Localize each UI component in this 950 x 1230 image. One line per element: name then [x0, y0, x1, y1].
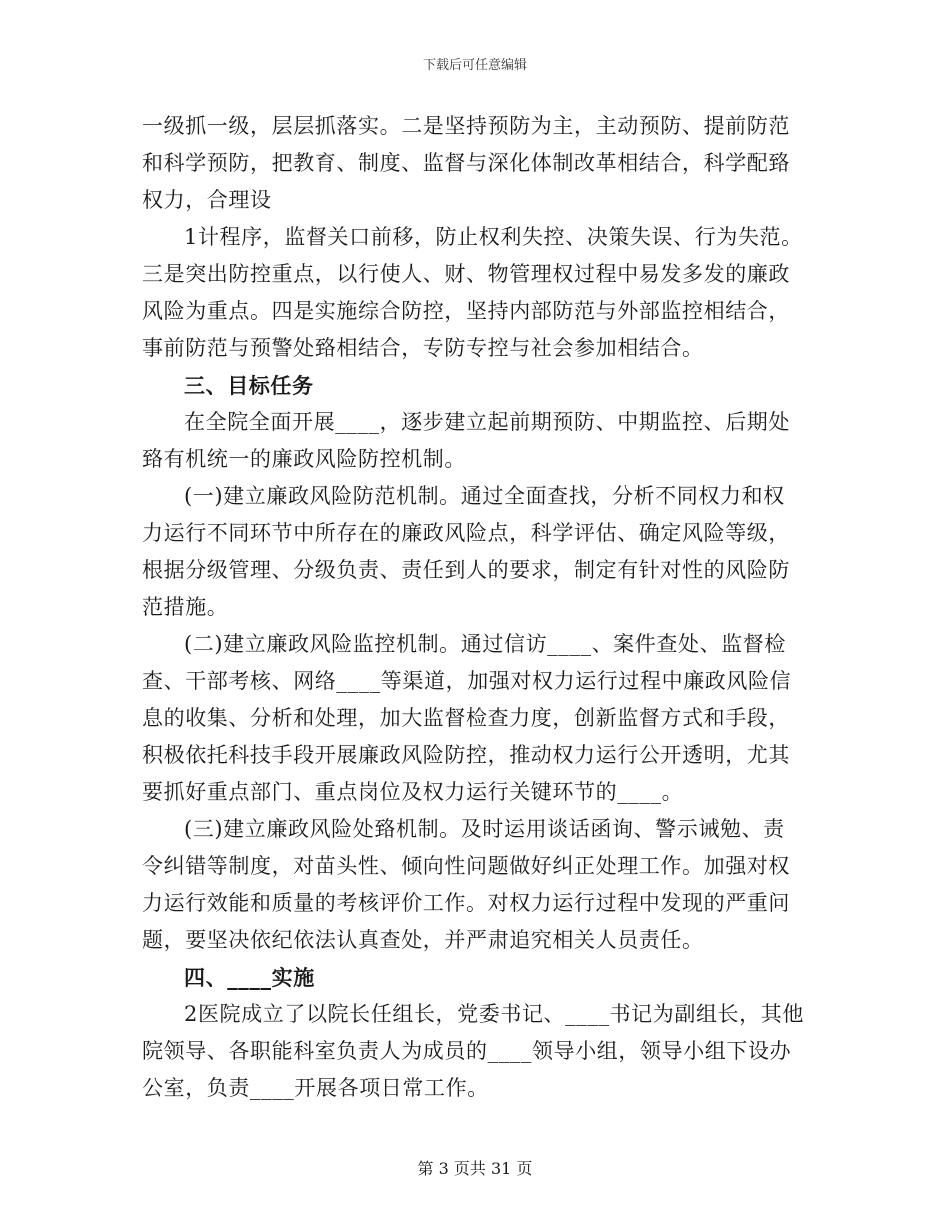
text-line: 公室，负责____开展各项日常工作。 [142, 1076, 489, 1100]
text-line: 根据分级管理、分级负责、责任到人的要求，制定有针对性的风险防 [142, 558, 790, 582]
text-line: 院领导、各职能科室负责人为成员的____领导小组，领导小组下设办 [142, 1039, 792, 1063]
text-line: 积极依托科技手段开展廉政风险防控，推动权力运行公开透明，尤其 [142, 743, 790, 767]
text-line: 在全院全面开展____，逐步建立起前期预防、中期监控、后期处 [184, 410, 790, 434]
text-line: 要抓好重点部门、重点岗位及权力运行关键环节的____。 [142, 780, 684, 804]
text-line: 一级抓一级，层层抓落实。二是坚持预防为主，主动预防、提前防范 [142, 114, 790, 138]
text-line: 力运行不同环节中所存在的廉政风险点，科学评估、确定风险等级， [142, 521, 790, 545]
page-footer: 第 3 页共 31 页 [417, 1159, 533, 1178]
text-line: 查、干部考核、网络____等渠道，加强对权力运行过程中廉政风险信 [142, 669, 792, 693]
text-line: 和科学预防，把教育、制度、监督与深化体制改革相结合，科学配臵 [142, 151, 790, 175]
text-line: 风险为重点。四是实施综合防控，坚持内部防范与外部监控相结合， [142, 299, 790, 323]
text-line: (一)建立廉政风险防范机制。通过全面查找，分析不同权力和权 [184, 484, 785, 508]
text-line: 事前防范与预警处臵相结合，专防专控与社会参加相结合。 [142, 336, 704, 360]
page-header: 下载后可任意编辑 [422, 58, 527, 73]
section-heading: 四、____实施 [184, 965, 315, 990]
text-line: 臵有机统一的廉政风险防控机制。 [142, 447, 466, 471]
text-line: 息的收集、分析和处理，加大监督检查力度，创新监督方式和手段， [142, 706, 790, 730]
text-line: 三是突出防控重点，以行使人、财、物管理权过程中易发多发的廉政 [142, 262, 790, 286]
text-line: 2医院成立了以院长任组长，党委书记、____书记为副组长，其他 [184, 1002, 804, 1026]
text-line: 范措施。 [142, 595, 229, 619]
text-line: 力运行效能和质量的考核评价工作。对权力运行过程中发现的严重问 [142, 891, 790, 915]
text-line: (三)建立廉政风险处臵机制。及时运用谈话函询、警示诫勉、责 [184, 817, 785, 841]
text-line: (二)建立廉政风险监控机制。通过信访____、案件查处、监督检 [184, 632, 786, 656]
text-line: 1计程序，监督关口前移，防止权利失控、决策失误、行为失范。 [184, 225, 803, 249]
text-line: 令纠错等制度，对苗头性、倾向性问题做好纠正处理工作。加强对权 [142, 854, 790, 878]
text-line: 权力，合理设 [142, 188, 272, 212]
document-body [142, 108, 810, 1107]
section-heading: 三、目标任务 [184, 373, 314, 398]
text-line: 题，要坚决依纪依法认真查处，并严肃追究相关人员责任。 [142, 928, 704, 952]
